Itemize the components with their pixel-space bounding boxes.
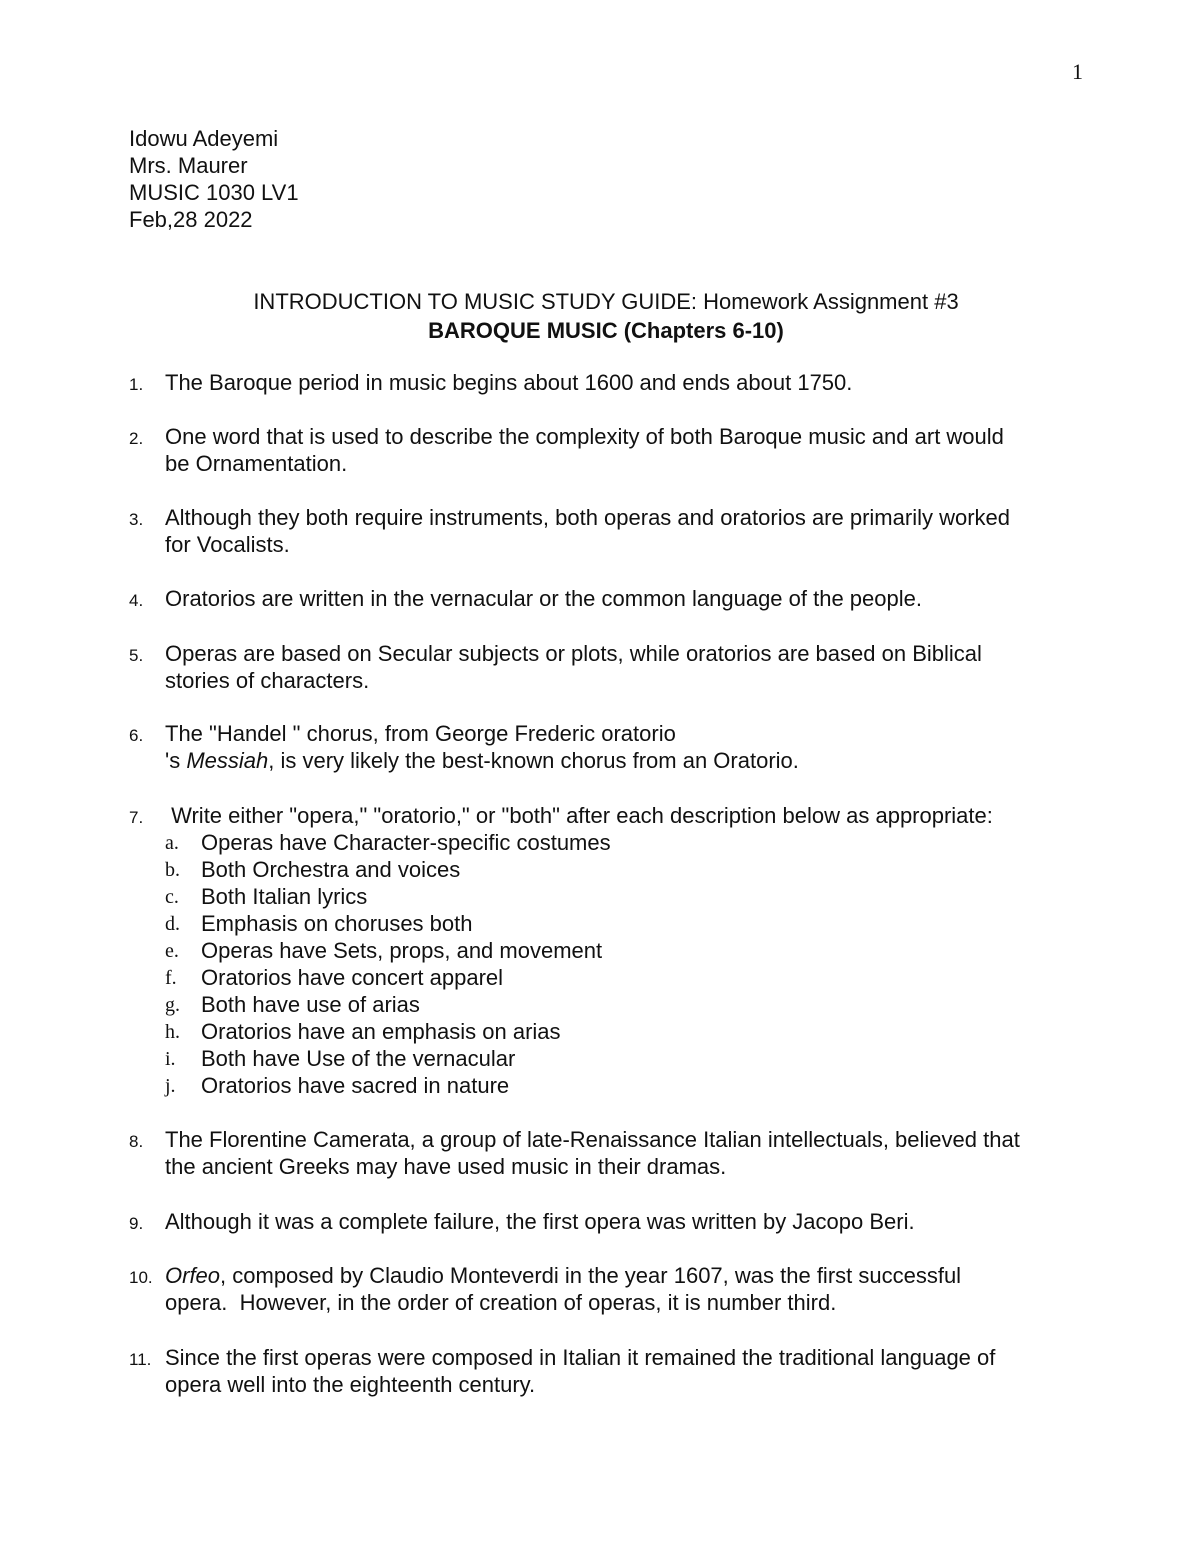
question-number: 6. (129, 726, 144, 745)
question-number: 8. (129, 1132, 144, 1151)
question-8 (129, 1126, 1089, 1180)
question-line: The Baroque period in music begins about 1600 and ends about 1750. (165, 370, 853, 395)
item-letter: b. (165, 859, 180, 881)
question-line (165, 1262, 1089, 1289)
question-line (165, 747, 1089, 774)
question-text (165, 1262, 1089, 1316)
question-3 (129, 504, 1089, 558)
question-7 (129, 802, 1089, 1099)
text-segment: 's (165, 748, 187, 773)
question-text (165, 1208, 1089, 1235)
question-text (165, 504, 1089, 558)
question-text (165, 720, 1089, 774)
document-title (0, 288, 1200, 346)
list-item (165, 991, 1089, 1018)
item-letter: i. (165, 1048, 176, 1070)
student-header (129, 125, 299, 233)
question-line: Oratorios are written in the vernacular or the common language of the people. (165, 586, 922, 611)
item-letter: c. (165, 886, 179, 908)
question-line: opera well into the eighteenth century. (165, 1372, 536, 1397)
question-line: Since the first operas were composed in Italian it remained the traditional language of (165, 1345, 996, 1370)
item-letter: d. (165, 913, 180, 935)
question-number: 11. (129, 1350, 152, 1369)
item-letter: g. (165, 994, 180, 1016)
question-line: Write either "opera," "oratorio," or "both" after each description below as appropriate: (165, 803, 993, 828)
question-line: for Vocalists. (165, 532, 290, 557)
title-line: INTRODUCTION TO MUSIC STUDY GUIDE: Homework Assignment #3 (253, 289, 959, 314)
list-item (165, 964, 1089, 991)
question-number: 3. (129, 510, 144, 529)
page-number: 1 (1072, 59, 1083, 84)
question-number: 5. (129, 646, 144, 665)
item-text: Both have Use of the vernacular (201, 1046, 516, 1071)
work-title: Orfeo (165, 1263, 221, 1288)
item-text: Both have use of arias (201, 992, 420, 1017)
list-item (165, 829, 1089, 856)
item-text: Oratorios have concert apparel (201, 965, 504, 990)
item-letter: e. (165, 940, 179, 962)
question-number: 10. (129, 1268, 153, 1287)
question-number: 4. (129, 591, 144, 610)
item-text: Emphasis on choruses both (201, 911, 473, 936)
question-11 (129, 1344, 1089, 1398)
question-line: be Ornamentation. (165, 451, 348, 476)
list-item (165, 1072, 1089, 1099)
question-line: opera. However, in the order of creation of operas, it is number third. (165, 1290, 837, 1315)
question-line: stories of characters. (165, 668, 370, 693)
item-letter: a. (165, 832, 179, 854)
list-item (165, 856, 1089, 883)
question-text (165, 369, 1089, 396)
question-number: 2. (129, 429, 144, 448)
question-6 (129, 720, 1089, 774)
list-item (165, 910, 1089, 937)
item-text: Operas have Sets, props, and movement (201, 938, 603, 963)
text-segment: , composed by Claudio Monteverdi in the year 1607, was the first successful (220, 1263, 962, 1288)
item-text: Operas have Character-specific costumes (201, 830, 611, 855)
question-text (165, 640, 1089, 694)
question-number: 9. (129, 1214, 144, 1233)
question-9 (129, 1208, 1089, 1235)
question-line: Although they both require instruments, both operas and oratorios are primarily worked (165, 505, 1011, 530)
item-letter: j. (165, 1075, 176, 1097)
course-code: MUSIC 1030 LV1 (129, 180, 299, 205)
question-number: 1. (129, 375, 144, 394)
question-text (165, 802, 1089, 829)
question-number: 7. (129, 808, 144, 827)
text-segment: , is very likely the best-known chorus from an Oratorio. (268, 748, 799, 773)
question-line: Although it was a complete failure, the first opera was written by Jacopo Beri. (165, 1209, 915, 1234)
question-text (165, 1126, 1089, 1180)
question-5 (129, 640, 1089, 694)
student-name: Idowu Adeyemi (129, 126, 279, 151)
question-2 (129, 423, 1089, 477)
question-line: One word that is used to describe the complexity of both Baroque music and art would (165, 424, 1004, 449)
list-item (165, 883, 1089, 910)
item-text: Both Italian lyrics (201, 884, 368, 909)
item-text: Oratorios have sacred in nature (201, 1073, 510, 1098)
item-letter: f. (165, 967, 177, 989)
question-text (165, 1344, 1089, 1398)
list-item (165, 937, 1089, 964)
list-item (165, 1045, 1089, 1072)
question-line: the ancient Greeks may have used music in their dramas. (165, 1154, 727, 1179)
question-line: The Florentine Camerata, a group of late-Renaissance Italian intellectuals, believed that (165, 1127, 1020, 1152)
question-line: Operas are based on Secular subjects or plots, while oratorios are based on Biblical (165, 641, 982, 666)
question-10 (129, 1262, 1089, 1316)
item-text: Both Orchestra and voices (201, 857, 461, 882)
question-text (165, 585, 1089, 612)
assignment-date: Feb,28 2022 (129, 207, 253, 232)
question-1 (129, 369, 1089, 396)
question-4 (129, 585, 1089, 612)
item-letter: h. (165, 1021, 180, 1043)
subtitle: BAROQUE MUSIC (Chapters 6-10) (428, 318, 784, 343)
item-text: Oratorios have an emphasis on arias (201, 1019, 561, 1044)
list-item (165, 1018, 1089, 1045)
question-text (165, 423, 1089, 477)
work-title: Messiah (186, 748, 269, 773)
teacher-name: Mrs. Maurer (129, 153, 248, 178)
question-line: The "Handel " chorus, from George Frederic oratorio (165, 721, 676, 746)
